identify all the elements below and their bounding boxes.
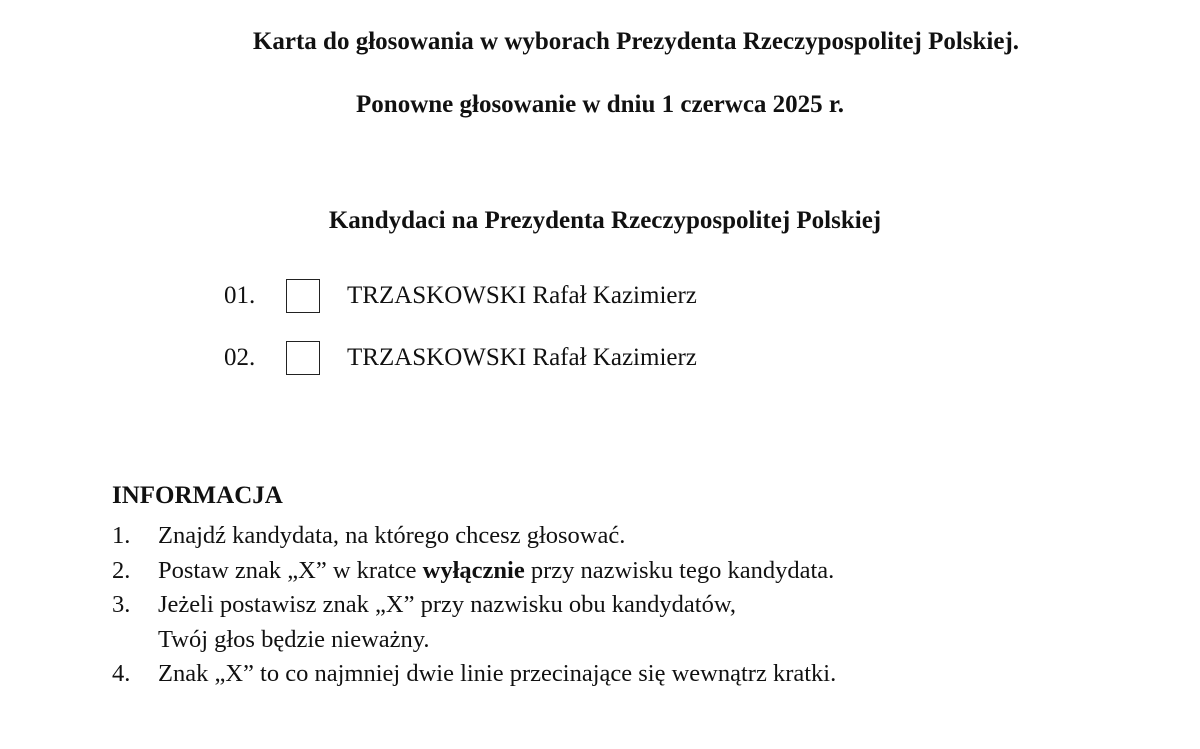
info-item-number: 2. (112, 556, 131, 584)
candidate-row (224, 276, 697, 316)
info-text-part: przy nazwisku tego kandydata. (524, 556, 835, 584)
candidate-number: 01. (224, 282, 256, 309)
info-item (112, 554, 836, 589)
info-item-text (158, 588, 736, 657)
info-item (112, 588, 836, 657)
candidate-name: TRZASKOWSKI Rafał Kazimierz (347, 344, 697, 371)
vote-checkbox[interactable] (286, 341, 320, 375)
info-item-text: Znajdź kandydata, na którego chcesz głosować. (158, 522, 626, 549)
ballot-title: Karta do głosowania w wyborach Prezydenta Rzeczypospolitej Polskiej. (252, 28, 1020, 55)
info-item-number: 4. (112, 660, 131, 687)
candidate-name: TRZASKOWSKI Rafał Kazimierz (347, 282, 697, 309)
info-heading: INFORMACJA (112, 482, 283, 509)
candidates-heading: Kandydaci na Prezydenta Rzeczypospolitej Polskiej (328, 207, 882, 234)
info-item (112, 519, 836, 554)
info-text-line: Jeżeli postawisz znak „X” przy nazwisku obu kandydatów, (158, 591, 737, 618)
candidate-row (224, 338, 697, 378)
info-item-text (158, 554, 834, 589)
vote-checkbox[interactable] (286, 279, 320, 313)
info-text-line: Twój głos będzie nieważny. (158, 625, 430, 653)
info-item-number: 3. (112, 591, 131, 618)
info-emphasis: wyłącznie (422, 556, 525, 584)
info-text-part: Postaw znak „X” w kratce (158, 556, 423, 584)
candidate-number: 02. (224, 344, 256, 371)
info-item (112, 657, 836, 692)
info-item-text: Znak „X” to co najmniej dwie linie przecinające się wewnątrz kratki. (158, 660, 837, 687)
info-item-number: 1. (112, 522, 131, 549)
info-list (112, 519, 836, 692)
ballot-subtitle: Ponowne głosowanie w dniu 1 czerwca 2025 r. (356, 91, 844, 118)
